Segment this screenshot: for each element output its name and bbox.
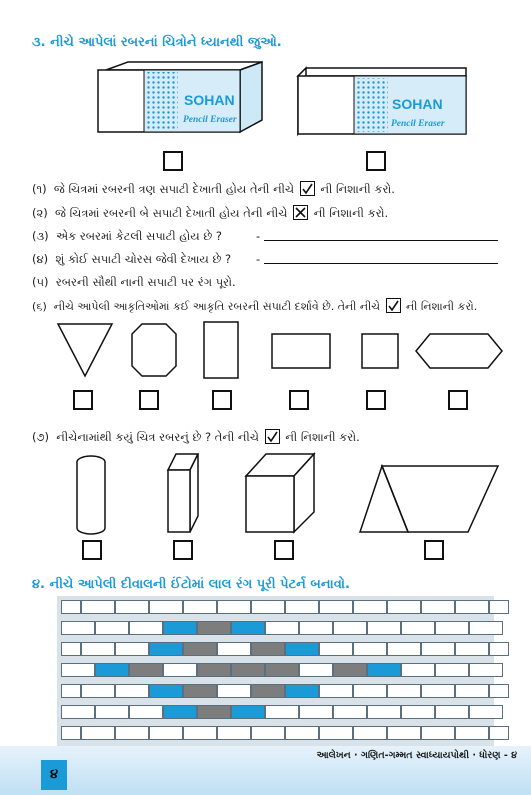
answer-box-eraser-1[interactable]	[163, 151, 183, 171]
brick[interactable]	[435, 663, 469, 677]
question-4: (૪) શું કોઈ સપાટી ચોરસ જેવી દેખાય છે ?	[32, 252, 232, 266]
brick[interactable]	[353, 642, 387, 656]
eraser-brand-1: SOHAN	[184, 92, 235, 108]
brick[interactable]	[115, 642, 149, 656]
solid-objects	[70, 452, 510, 538]
answer-box-object-4[interactable]	[424, 540, 444, 560]
brick[interactable]	[353, 684, 387, 698]
answer-box-object-2[interactable]	[173, 540, 193, 560]
brick[interactable]	[231, 663, 265, 677]
brick[interactable]	[435, 705, 469, 719]
brick[interactable]	[469, 621, 503, 635]
brick[interactable]	[81, 726, 115, 740]
question-4-dash: -	[256, 252, 261, 266]
brick[interactable]	[387, 684, 421, 698]
brick[interactable]	[367, 705, 401, 719]
brick[interactable]	[299, 621, 333, 635]
brick[interactable]	[197, 705, 231, 719]
cross-box-icon	[293, 205, 308, 220]
brick[interactable]	[489, 726, 509, 740]
brick[interactable]	[265, 621, 299, 635]
question-2: (૨) જે ચિત્રમાં રબરની બે સપાટી દેખાતી હોય તેની નીચે ની નિશાની કરો.	[32, 206, 389, 220]
brick[interactable]	[61, 621, 95, 635]
brick[interactable]	[95, 621, 129, 635]
brick[interactable]	[183, 642, 217, 656]
cuboid-tall-object	[168, 454, 198, 532]
section-4-heading: ૪. નીચે આપેલી દીવાલની ઈંટોમાં લાલ રંગ પૂરી પેટર્ન બનાવો.	[32, 577, 350, 592]
brick[interactable]	[81, 684, 115, 698]
brick[interactable]	[299, 705, 333, 719]
answer-box-shape-3[interactable]	[212, 390, 232, 410]
brick[interactable]	[333, 621, 367, 635]
brick[interactable]	[469, 663, 503, 677]
wide-rectangle-shape	[272, 334, 330, 368]
brick[interactable]	[183, 726, 217, 740]
answer-box-shape-6[interactable]	[448, 390, 468, 410]
answer-box-eraser-2[interactable]	[366, 151, 386, 171]
square-shape	[362, 334, 398, 368]
question-5: (૫) રબરની સૌથી નાની સપાટી પર રંગ પૂરો.	[32, 275, 236, 289]
brick[interactable]	[61, 663, 95, 677]
brick[interactable]	[299, 663, 333, 677]
cube-object	[246, 454, 314, 532]
rounded-rect-shape	[132, 324, 176, 376]
brick[interactable]	[455, 684, 489, 698]
brick[interactable]	[129, 663, 163, 677]
brick[interactable]	[319, 684, 353, 698]
brick[interactable]	[149, 600, 183, 614]
eraser-two-faces	[298, 68, 466, 134]
answer-box-shape-4[interactable]	[289, 390, 309, 410]
brick[interactable]	[387, 726, 421, 740]
brick[interactable]	[163, 663, 197, 677]
brick[interactable]	[149, 642, 183, 656]
answer-box-shape-2[interactable]	[139, 390, 159, 410]
brick[interactable]	[401, 705, 435, 719]
brick[interactable]	[367, 663, 401, 677]
brick[interactable]	[489, 600, 509, 614]
brick[interactable]	[401, 621, 435, 635]
question-6: (૬) નીચે આપેલી આકૃતિઓમાં કઈ આકૃતિ રબરની સપાટી દર્શાવે છે. તેની નીચે ની નિશાની કરો.	[32, 300, 478, 313]
brick[interactable]	[163, 621, 197, 635]
brick[interactable]	[217, 684, 251, 698]
brick[interactable]	[421, 600, 455, 614]
brick[interactable]	[217, 642, 251, 656]
brick[interactable]	[81, 600, 115, 614]
brick[interactable]	[387, 642, 421, 656]
brick[interactable]	[61, 642, 81, 656]
brick[interactable]	[265, 705, 299, 719]
brick[interactable]	[285, 600, 319, 614]
brick[interactable]	[455, 642, 489, 656]
answer-line-4[interactable]	[264, 263, 498, 264]
brick[interactable]	[163, 705, 197, 719]
brick[interactable]	[333, 705, 367, 719]
brick[interactable]	[435, 621, 469, 635]
brick[interactable]	[285, 684, 319, 698]
brick[interactable]	[401, 663, 435, 677]
brick[interactable]	[251, 726, 285, 740]
brick[interactable]	[353, 600, 387, 614]
triangle-shape	[58, 324, 112, 376]
brick[interactable]	[129, 705, 163, 719]
brick[interactable]	[231, 621, 265, 635]
brick[interactable]	[489, 642, 509, 656]
brick[interactable]	[319, 600, 353, 614]
tall-rectangle-shape	[204, 322, 238, 378]
brick[interactable]	[489, 684, 509, 698]
checkmark-box-icon	[386, 298, 401, 313]
footer-text: આલેખન · ગણિત-ગમ્મત સ્વાધ્યાયપોથી · ધોરણ - ૪	[316, 750, 517, 761]
brick[interactable]	[421, 726, 455, 740]
brick[interactable]	[183, 600, 217, 614]
brick[interactable]	[115, 600, 149, 614]
question-7: (૭) નીચેનામાંથી કયું ચિત્ર રબરનું છે ? તેની નીચે ની નિશાની કરો.	[32, 430, 360, 444]
brick-wall	[57, 596, 494, 748]
brick[interactable]	[353, 726, 387, 740]
brick[interactable]	[217, 600, 251, 614]
eraser-pictures	[96, 60, 476, 148]
brick[interactable]	[149, 726, 183, 740]
checkmark-box-icon	[265, 429, 280, 444]
answer-box-object-3[interactable]	[274, 540, 294, 560]
brick[interactable]	[319, 642, 353, 656]
brick[interactable]	[115, 726, 149, 740]
brick[interactable]	[129, 621, 163, 635]
brick[interactable]	[251, 600, 285, 614]
section-3-heading: ૩. નીચે આપેલાં રબરનાં ચિત્રોને ધ્યાનથી જુઓ.	[32, 35, 282, 50]
brick[interactable]	[81, 642, 115, 656]
face-shapes	[50, 318, 510, 384]
brick[interactable]	[265, 663, 299, 677]
brick[interactable]	[149, 684, 183, 698]
question-1: (૧) જે ચિત્રમાં રબરની ત્રણ સપાટી દેખાતી હોય તેની નીચે ની નિશાની કરો.	[32, 182, 395, 196]
brick[interactable]	[61, 600, 81, 614]
brick[interactable]	[455, 600, 489, 614]
brick[interactable]	[61, 684, 81, 698]
brick[interactable]	[469, 705, 503, 719]
hexagon-shape	[416, 334, 502, 368]
brick[interactable]	[217, 726, 251, 740]
brick[interactable]	[95, 663, 129, 677]
brick[interactable]	[387, 600, 421, 614]
answer-box-object-1[interactable]	[82, 540, 102, 560]
brick[interactable]	[455, 726, 489, 740]
brick[interactable]	[95, 705, 129, 719]
question-3: (૩) એક રબરમાં કેટલી સપાટી હોય છે ?	[32, 229, 223, 243]
brick[interactable]	[61, 705, 95, 719]
brick[interactable]	[421, 642, 455, 656]
answer-line-3[interactable]	[264, 240, 498, 241]
eraser-three-faces	[98, 62, 262, 132]
brick[interactable]	[421, 684, 455, 698]
brick[interactable]	[251, 642, 285, 656]
question-3-dash: -	[256, 229, 261, 243]
answer-box-shape-5[interactable]	[366, 390, 386, 410]
brick[interactable]	[183, 684, 217, 698]
brick[interactable]	[251, 684, 285, 698]
checkmark-box-icon	[300, 181, 315, 196]
eraser-brand-2: SOHAN	[392, 96, 443, 112]
brick[interactable]	[285, 726, 319, 740]
answer-box-shape-1[interactable]	[73, 390, 93, 410]
brick[interactable]	[61, 726, 81, 740]
brick[interactable]	[319, 726, 353, 740]
brick[interactable]	[333, 663, 367, 677]
brick[interactable]	[285, 642, 319, 656]
page-number: ૪	[41, 760, 67, 790]
eraser-sub-2: Pencil Eraser	[391, 119, 445, 129]
cylinder-object	[77, 456, 105, 534]
brick[interactable]	[197, 663, 231, 677]
brick[interactable]	[231, 705, 265, 719]
brick[interactable]	[367, 621, 401, 635]
brick[interactable]	[115, 684, 149, 698]
eraser-sub-1: Pencil Eraser	[183, 115, 237, 125]
brick[interactable]	[197, 621, 231, 635]
prism-object	[360, 466, 498, 532]
